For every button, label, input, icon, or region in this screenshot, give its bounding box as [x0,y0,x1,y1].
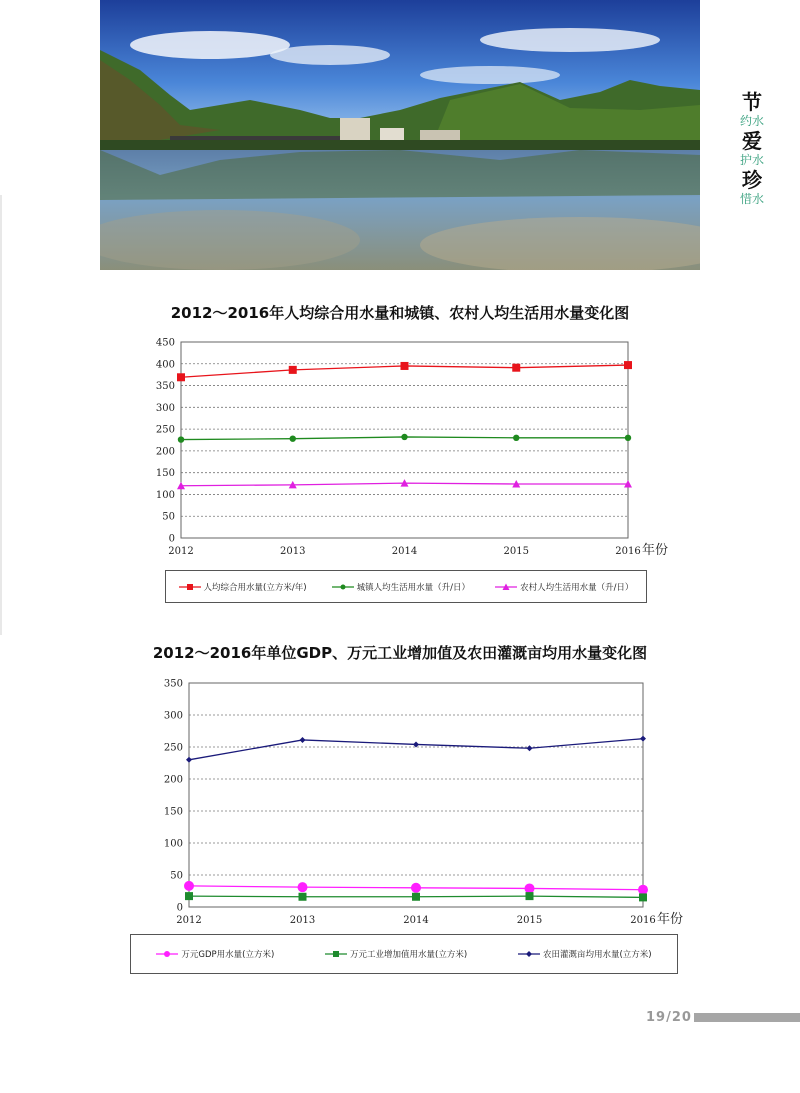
chart1-legend-label-2: 城镇人均生活用水量（升/日） [356,582,470,593]
motto-text-2: 护水 [739,153,764,167]
chart2-ytick-label: 200 [163,774,183,786]
chart2-series-1-point [298,882,308,892]
motto-char-3: 珍 [742,168,762,192]
chart2-legend-label-1: 万元GDP用水量(立方米) [181,950,275,960]
chart2-ytick-label: 50 [170,870,183,882]
chart1-series-1-point [624,361,632,369]
chart1-ytick-label: 0 [168,533,175,545]
motto-char-2: 爱 [742,129,762,153]
chart2-series-1-point [184,881,194,891]
chart2-series-3-point [640,736,646,742]
chart1-ytick-label: 400 [155,359,175,371]
motto-char-1: 节 [742,90,762,114]
chart2-series-1-point [638,885,648,895]
chart1-xtick-label: 2015 [503,546,529,557]
chart1-series-2-point [178,436,184,442]
chart1-legend-item-3 [495,581,633,593]
chart2-series-2-point [299,893,307,901]
chart1-series-2-point [513,435,519,441]
chart1-ytick-label: 100 [155,489,175,501]
chart2-series-2-point [526,892,534,900]
chart2-title: 2012～2016年单位GDP、万元工业增加值及农田灌溉亩均用水量变化图 [152,644,648,662]
chart2-xtick-label: 2016 [630,915,656,926]
chart1-xtick-label: 2014 [391,546,418,557]
chart1-ytick-label: 200 [155,446,175,458]
chart1-xtick-label: 2013 [280,546,306,557]
chart2-legend-item-1 [156,948,274,960]
chart1-series-1-point [289,366,297,374]
chart2-ytick-label: 100 [163,838,183,850]
chart1-ytick-label: 50 [162,511,175,523]
left-margin-rule [0,195,2,635]
chart2-xtick-label: 2012 [176,915,202,926]
chart2-series-2-point [185,892,193,900]
chart1-series-1-point [512,364,520,372]
chart1-ytick-label: 450 [155,337,175,349]
chart1-legend-item-2 [332,581,470,593]
chart2-xaxis-label: 年份 [657,912,684,926]
chart1-legend [165,570,647,603]
motto-text-1: 约水 [739,114,764,128]
chart2-xtick-label: 2014 [403,915,429,926]
chart2-plot [150,676,690,926]
chart1-title: 2012～2016年人均综合用水量和城镇、农村人均生活用水量变化图 [170,304,630,322]
chart2-series-1-point [411,883,421,893]
chart1-series-2-point [290,435,296,441]
chart2-series-2-point [639,893,647,901]
chart1-legend-label-3: 农村人均生活用水量（升/日） [520,582,634,593]
chart2-series-3-point [300,737,306,743]
chart1-ytick-label: 300 [155,402,175,414]
motto-text-3: 惜水 [739,192,764,206]
chart2-xtick-label: 2013 [289,915,316,926]
chart2-ytick-label: 350 [163,678,183,690]
chart1-xaxis-label: 年份 [642,543,669,558]
chart2-series-3-point [527,745,533,751]
chart2-legend-item-3 [518,948,652,960]
chart2-legend-item-2 [325,948,467,960]
chart1-ytick-label: 150 [155,468,175,480]
chart2-legend-label-3: 农田灌溉亩均用水量(立方米) [542,950,652,960]
chart1-xtick-label: 2012 [168,546,194,557]
chart1-ytick-label: 250 [155,424,175,436]
chart1-series-1-point [401,362,409,370]
chart1-plot [140,335,680,563]
chart1-ytick-label: 350 [155,381,175,393]
chart2-legend [130,934,678,974]
chart1-series-1-point [177,373,185,381]
chart2-plot-frame [189,683,643,907]
landscape-photo [100,0,700,270]
chart2-series-3-point [413,741,419,747]
side-motto [737,90,767,207]
chart2-series-2-point [412,893,420,901]
page-number: 19/20 [646,1010,692,1025]
chart1-series-2-point [625,435,631,441]
chart1-series-2-point [401,434,407,440]
page-bar [694,1013,800,1022]
chart2-legend-label-2: 万元工业增加值用水量(立方米) [350,950,468,960]
chart2-series-1-point [525,883,535,893]
chart1-legend-label-1: 人均综合用水量(立方米/年) [203,582,307,593]
chart2-ytick-label: 150 [163,806,183,818]
chart2-series-3-point [186,757,192,763]
chart2-ytick-label: 250 [163,742,183,754]
chart1-legend-item-1 [179,581,307,593]
chart1-xtick-label: 2016 [615,546,641,557]
chart2-ytick-label: 0 [176,902,183,914]
chart2-ytick-label: 300 [163,710,183,722]
chart2-xtick-label: 2015 [516,915,543,926]
